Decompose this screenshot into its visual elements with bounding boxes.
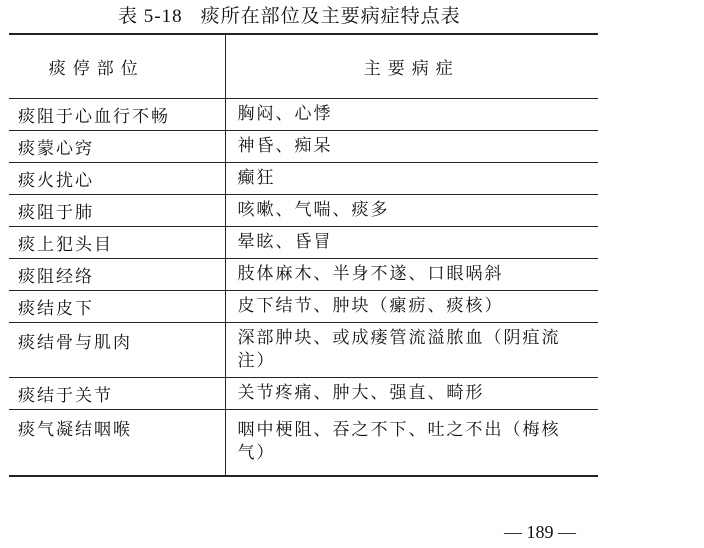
- row-symptoms: 咽中梗阻、吞之不下、吐之不出（梅核气）: [225, 410, 598, 476]
- row-symptoms: 关节疼痛、肿大、强直、畸形: [225, 378, 598, 410]
- row-site: 痰结骨与肌肉: [9, 323, 225, 378]
- row-site: 痰阻于心血行不畅: [9, 99, 225, 131]
- row-symptoms: 癫狂: [225, 163, 598, 195]
- header-symptoms: 主要病症: [225, 34, 598, 99]
- row-symptoms: 胸闷、心悸: [225, 99, 598, 131]
- table-row: [9, 259, 598, 291]
- row-site: 痰结于关节: [9, 378, 225, 410]
- table-row: [9, 410, 598, 476]
- table-title: 痰所在部位及主要病症特点表: [200, 5, 461, 27]
- table-caption: [118, 1, 461, 28]
- row-symptoms: 深部肿块、或成瘘管流溢脓血（阴疽流注）: [225, 323, 598, 378]
- header-site: 痰停部位: [9, 34, 225, 99]
- row-symptoms: 咳嗽、气喘、痰多: [225, 195, 598, 227]
- table-number: 表 5-18: [118, 6, 183, 27]
- table-row: [9, 378, 598, 410]
- table-row: [9, 163, 598, 195]
- table-row: [9, 227, 598, 259]
- row-symptoms: 晕眩、昏冒: [225, 227, 598, 259]
- table-row: [9, 195, 598, 227]
- row-site: 痰上犯头目: [9, 227, 225, 259]
- symptom-table: [9, 33, 598, 477]
- table-header-row: [9, 34, 598, 99]
- row-symptoms: 肢体麻木、半身不遂、口眼㖞斜: [225, 259, 598, 291]
- row-site: 痰气凝结咽喉: [9, 410, 225, 476]
- row-site: 痰结皮下: [9, 291, 225, 323]
- table-row: [9, 131, 598, 163]
- row-symptoms: 皮下结节、肿块（瘰疬、痰核）: [225, 291, 598, 323]
- table-row: [9, 99, 598, 131]
- table-row: [9, 291, 598, 323]
- row-site: 痰阻于肺: [9, 195, 225, 227]
- row-site: 痰阻经络: [9, 259, 225, 291]
- row-site: 痰蒙心窍: [9, 131, 225, 163]
- row-site: 痰火扰心: [9, 163, 225, 195]
- table-row: [9, 323, 598, 378]
- page-number: — 189 —: [504, 522, 576, 542]
- row-symptoms: 神昏、痴呆: [225, 131, 598, 163]
